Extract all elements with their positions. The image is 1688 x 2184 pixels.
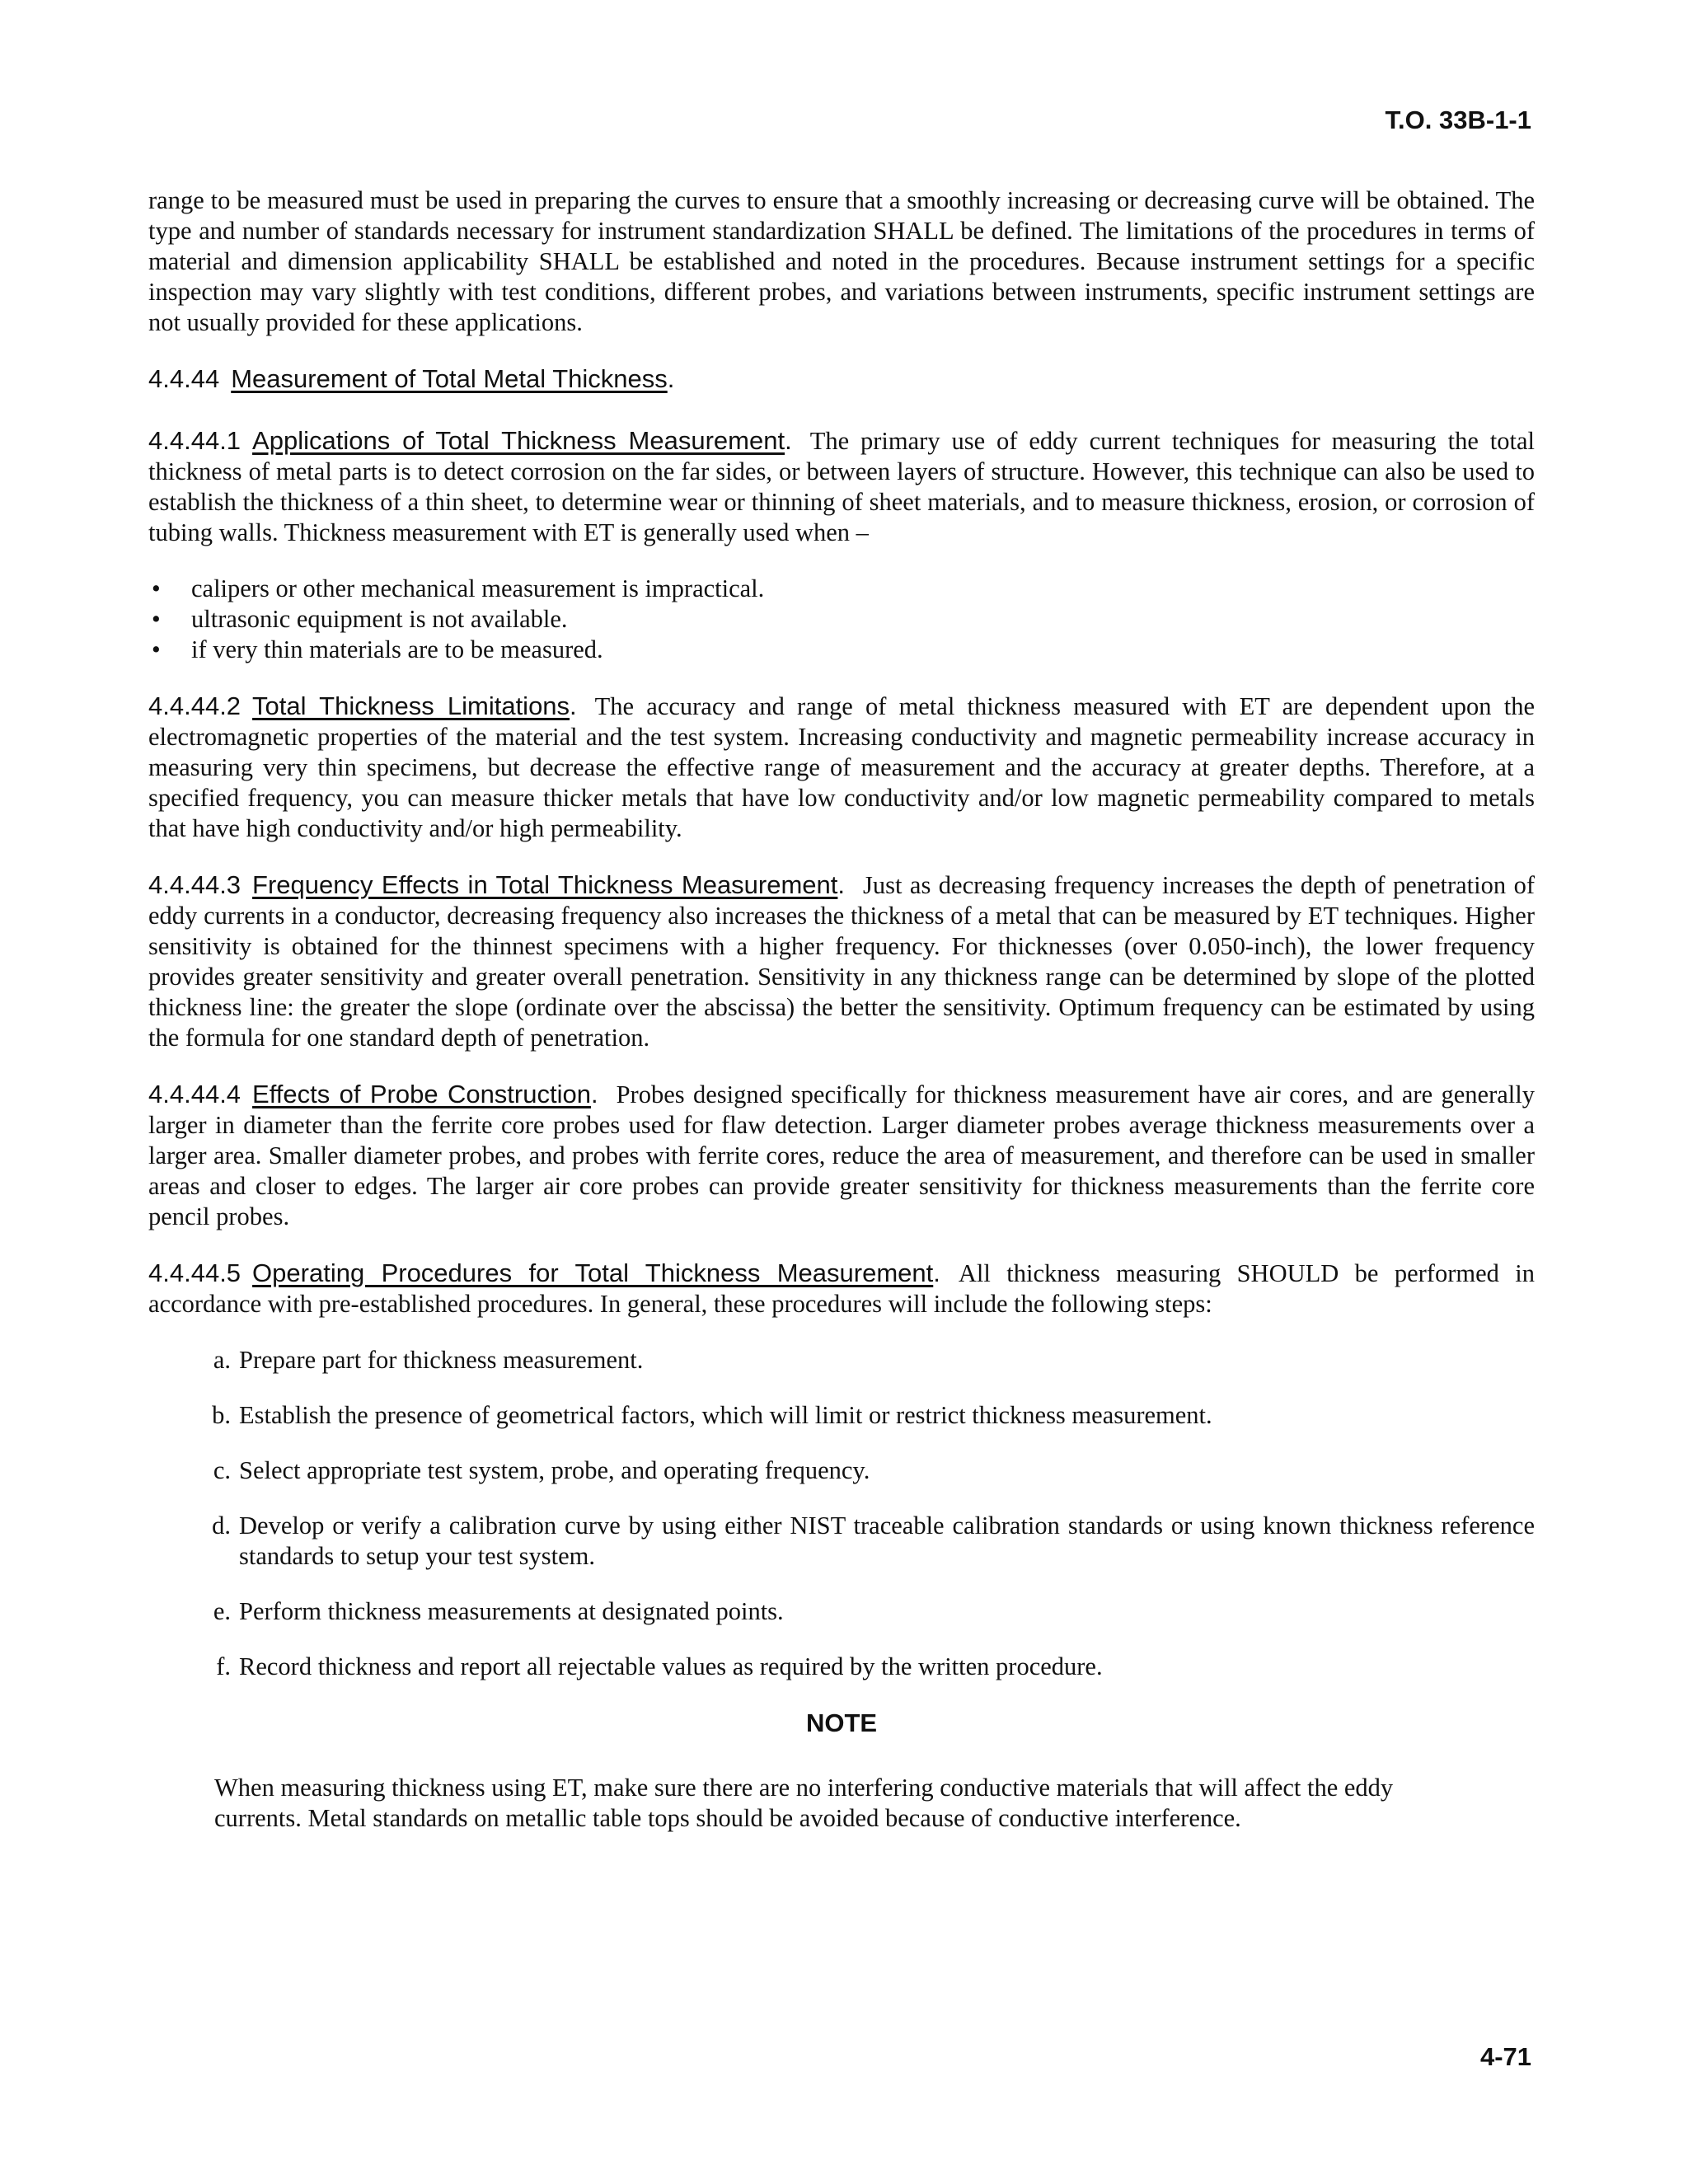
- section-number: 4.4.44.5: [148, 1258, 241, 1287]
- procedure-step-list: [148, 1345, 1535, 1682]
- section-4-4-44-1: [148, 425, 1535, 548]
- step-text: Select appropriate test system, probe, and operating frequency.: [239, 1456, 870, 1484]
- section-number: 4.4.44.3: [148, 870, 241, 899]
- note-heading: NOTE: [805, 1708, 878, 1737]
- step-text: Establish the presence of geometrical factors, which will limit or restrict thickness measurement.: [239, 1401, 1212, 1429]
- step-label: d.: [212, 1511, 231, 1540]
- section-body: The primary use of eddy current techniques for measuring the total thickness of metal parts is to detect corrosion on the far sides, or between layers of structure. However, this technique can also be used to establish the thickness of a thin sheet, to determine wear or thinning of sheet materials, and to measure thickness, erosion, or corrosion of tubing walls. Thickness measurement with ET is generally used when –: [148, 427, 1535, 546]
- list-item-text: calipers or other mechanical measurement is impractical.: [191, 574, 765, 602]
- section-body: The accuracy and range of metal thickness measured with ET are dependent upon the electromagnetic properties of the material and the test system. Increasing conductivity and magnetic permeability increase accuracy in measuring very thin specimens, but decrease the effective range of measurement and the accuracy at greater depths. Therefore, at a specified frequency, you can measure thicker metals that have low conductivity and/or low magnetic permeability compared to metals that have high conductivity and/or high permeability.: [148, 692, 1535, 842]
- page-number-footer: 4-71: [1479, 2042, 1531, 2071]
- step-label: c.: [213, 1456, 231, 1484]
- section-title: Measurement of Total Metal Thickness: [231, 364, 668, 393]
- procedure-step: [148, 1652, 1535, 1682]
- section-4-4-44-2: [148, 691, 1535, 844]
- step-label: e.: [213, 1597, 231, 1625]
- section-number: 4.4.44.4: [148, 1080, 241, 1108]
- step-text: Prepare part for thickness measurement.: [239, 1346, 644, 1374]
- list-item: [148, 574, 1535, 604]
- usage-bullet-list: [148, 574, 1535, 665]
- section-title: Effects of Probe Construction: [252, 1080, 591, 1108]
- section-title-period: .: [590, 1080, 598, 1108]
- section-title: Total Thickness Limitations: [252, 691, 570, 720]
- section-title: Operating Procedures for Total Thickness Measurement: [252, 1258, 934, 1287]
- procedure-step: [148, 1511, 1535, 1572]
- section-title-period: .: [667, 364, 675, 393]
- step-text: Record thickness and report all rejectable values as required by the written procedure.: [239, 1652, 1103, 1680]
- section-4-4-44-3: [148, 869, 1535, 1053]
- step-label: f.: [216, 1652, 231, 1680]
- bullet-icon: •: [152, 605, 161, 633]
- note-text: When measuring thickness using ET, make sure there are no interfering conductive materials that will affect the eddy currents. Metal standards on metallic table tops should be avoided because of conductive interference.: [214, 1774, 1394, 1832]
- section-title-period: .: [570, 691, 577, 720]
- section-heading-4-4-44: [148, 363, 1535, 394]
- step-label: b.: [212, 1401, 231, 1429]
- section-4-4-44-5: [148, 1258, 1535, 1319]
- step-label: a.: [213, 1346, 231, 1374]
- section-number: 4.4.44.2: [148, 691, 241, 720]
- section-body: All thickness measuring SHOULD be performed in accordance with pre-established procedures. In general, these procedures will include the following steps:: [148, 1259, 1536, 1318]
- bullet-icon: •: [152, 574, 161, 602]
- procedure-step: [148, 1345, 1535, 1376]
- section-body: Probes designed specifically for thickness measurement have air cores, and are generally larger in diameter than the ferrite core probes used for flaw detection. Larger diameter probes average thickness measurements over a larger area. Smaller diameter probes, and probes with ferrite cores, reduce the area of measurement, and therefore can be used in smaller areas and closer to edges. The larger air core probes can provide greater sensitivity for thickness measurements than the ferrite core pencil probes.: [148, 1080, 1535, 1230]
- step-text: Perform thickness measurements at designated points.: [239, 1597, 784, 1625]
- list-item-text: ultrasonic equipment is not available.: [191, 605, 568, 633]
- list-item: [148, 635, 1535, 665]
- section-title-period: .: [785, 426, 792, 455]
- procedure-step: [148, 1596, 1535, 1627]
- procedure-step: [148, 1400, 1535, 1431]
- section-number: 4.4.44: [148, 364, 220, 393]
- section-title: Frequency Effects in Total Thickness Measurement: [252, 870, 838, 899]
- section-title: Applications of Total Thickness Measurement: [252, 426, 785, 455]
- procedure-step: [148, 1455, 1535, 1486]
- step-text: Develop or verify a calibration curve by using either NIST traceable calibration standards or using known thickness reference standards to setup your test system.: [239, 1511, 1535, 1570]
- section-title-period: .: [837, 870, 846, 899]
- section-title-period: .: [933, 1258, 940, 1287]
- list-item: [148, 604, 1535, 635]
- list-item-text: if very thin materials are to be measured.: [191, 635, 603, 663]
- section-body: Just as decreasing frequency increases the depth of penetration of eddy currents in a conductor, decreasing frequency also increases the thickness of a metal that can be measured by ET techniques. Higher sensitivity is obtained for the thinnest specimens with a higher frequency. For thicknesses (over 0.050-inch), the lower frequency provides greater sensitivity and greater overall penetration. Sensitivity in any thickness range can be determined by slope of the plotted thickness line: the greater the slope (ordinate over the abscissa) the better the sensitivity. Optimum frequency can be estimated by using the formula for one standard depth of penetration.: [148, 871, 1535, 1052]
- section-number: 4.4.44.1: [148, 426, 241, 455]
- page-body: [148, 185, 1535, 1834]
- section-4-4-44-4: [148, 1079, 1535, 1232]
- intro-paragraph: range to be measured must be used in preparing the curves to ensure that a smoothly increasing or decreasing curve will be obtained. The type and number of standards necessary for instrument standardization SHALL be defined. The limitations of the procedures in terms of material and dimension applicability SHALL be established and noted in the procedures. Because instrument settings for a specific inspection may vary slightly with test conditions, different probes, and variations between instruments, specific instrument settings are not usually provided for these applications.: [148, 186, 1535, 336]
- bullet-icon: •: [152, 635, 161, 663]
- document-id-header: T.O. 33B-1-1: [1385, 105, 1531, 134]
